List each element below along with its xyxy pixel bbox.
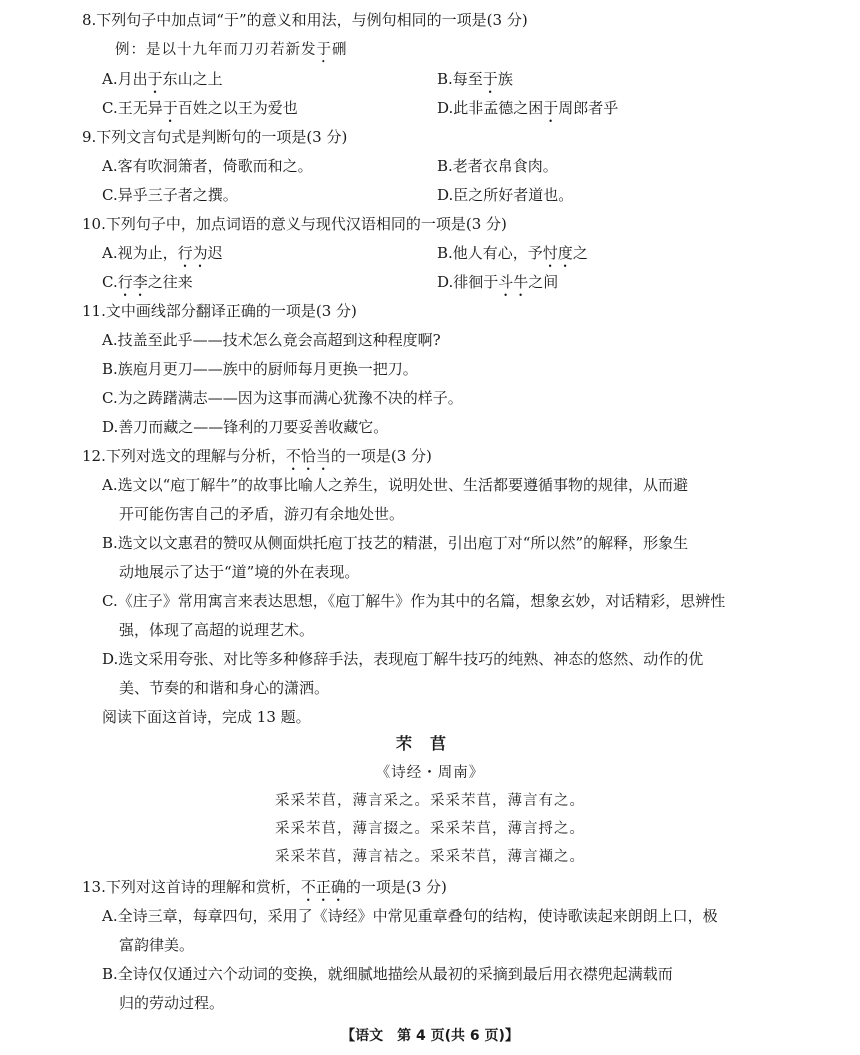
q13-option-a-line2: 富韵律美。 bbox=[119, 936, 195, 954]
q9-option-d: D.臣之所好者道也。 bbox=[437, 186, 574, 204]
page-footer: 【语文 第 4 页(共 6 页)】 bbox=[341, 1028, 519, 1044]
poem-line-1: 采采芣苢，薄言采之。采采芣苢，薄言有之。 bbox=[275, 793, 585, 809]
q10-option-a: A.视为止，行为迟 bbox=[102, 244, 223, 262]
q8-option-d: D.此非孟德之困于周郎者乎 bbox=[437, 99, 619, 117]
q13-stem: 13.下列对这首诗的理解和赏析，不正确的一项是(3 分) bbox=[82, 878, 447, 896]
q8-option-c: C.王无异于百姓之以王为爱也 bbox=[102, 99, 298, 117]
q12-option-a-line1: A.选文以“庖丁解牛”的故事比喻人之养生，说明处世、生活都要遵循事物的规律，从而避 bbox=[102, 476, 688, 494]
q13-option-b-line2: 归的劳动过程。 bbox=[119, 994, 225, 1012]
q8-option-a: A.月出于东山之上 bbox=[102, 70, 223, 88]
poem-line-3: 采采芣苢，薄言袺之。采采芣苢，薄言襭之。 bbox=[275, 849, 585, 865]
poem-line-2: 采采芣苢，薄言掇之。采采芣苢，薄言捋之。 bbox=[275, 821, 585, 837]
q12-option-d-line1: D.选文采用夸张、对比等多种修辞手法，表现庖丁解牛技巧的纯熟、神态的悠然、动作的优 bbox=[102, 650, 704, 668]
poem-source: 《诗经・周南》 bbox=[375, 765, 485, 781]
q11-option-b: B.族庖月更刀——族中的厨师每月更换一把刀。 bbox=[102, 360, 418, 378]
q9-option-a: A.客有吹洞箫者，倚歌而和之。 bbox=[102, 157, 313, 175]
q12-option-c-line1: C.《庄子》常用寓言来表达思想，《庖丁解牛》作为其中的名篇，想象玄妙，对话精彩，思辨性 bbox=[102, 592, 726, 610]
q13-option-a-line1: A.全诗三章，每章四句，采用了《诗经》中常见重章叠句的结构，使诗歌读起来朗朗上口，极 bbox=[102, 907, 718, 925]
q10-option-d: D.徘徊于斗牛之间 bbox=[437, 273, 559, 291]
q12-option-a-line2: 开可能伤害自己的矛盾，游刃有余地处世。 bbox=[119, 505, 405, 523]
q9-option-c: C.异乎三子者之撰。 bbox=[102, 186, 238, 204]
q12-option-b-line2: 动地展示了达于“道”境的外在表现。 bbox=[119, 563, 360, 581]
q8-example: 例：是以十九年而刀刃若新发于硎 bbox=[115, 42, 348, 58]
q10-option-b: B.他人有心，予忖度之 bbox=[437, 244, 588, 262]
q13-option-b-line1: B.全诗仅仅通过六个动词的变换，就细腻地描绘从最初的采摘到最后用衣襟兜起满载而 bbox=[102, 965, 673, 983]
q9-stem: 9.下列文言句式是判断句的一项是(3 分) bbox=[82, 128, 348, 146]
q12-option-c-line2: 强，体现了高超的说理艺术。 bbox=[119, 621, 315, 639]
q11-option-d: D.善刀而藏之——锋利的刀要妥善收藏它。 bbox=[102, 418, 389, 436]
q9-option-b: B.老者衣帛食肉。 bbox=[437, 157, 558, 175]
q12-option-b-line1: B.选文以文惠君的赞叹从侧面烘托庖丁技艺的精湛，引出庖丁对“所以然”的解释，形象生 bbox=[102, 534, 689, 552]
q8-option-b: B.每至于族 bbox=[437, 70, 513, 88]
q11-option-c: C.为之踌躇满志——因为这事而满心犹豫不决的样子。 bbox=[102, 389, 463, 407]
q11-option-a: A.技盖至此乎——技术怎么竟会高超到这种程度啊? bbox=[102, 331, 441, 349]
q8-stem: 8.下列句子中加点词“于”的意义和用法，与例句相同的一项是(3 分) bbox=[82, 11, 528, 29]
poem-title: 芣苢 bbox=[395, 734, 464, 753]
q11-stem: 11.文中画线部分翻译正确的一项是(3 分) bbox=[82, 302, 357, 320]
q12-option-d-line2: 美、节奏的和谐和身心的潇洒。 bbox=[119, 679, 330, 697]
q12-stem: 12.下列对选文的理解与分析，不恰当的一项是(3 分) bbox=[82, 447, 432, 465]
q10-option-c: C.行李之往来 bbox=[102, 273, 193, 291]
reading-instruction: 阅读下面这首诗，完成 13 题。 bbox=[102, 708, 311, 726]
q10-stem: 10.下列句子中，加点词语的意义与现代汉语相同的一项是(3 分) bbox=[82, 215, 507, 233]
